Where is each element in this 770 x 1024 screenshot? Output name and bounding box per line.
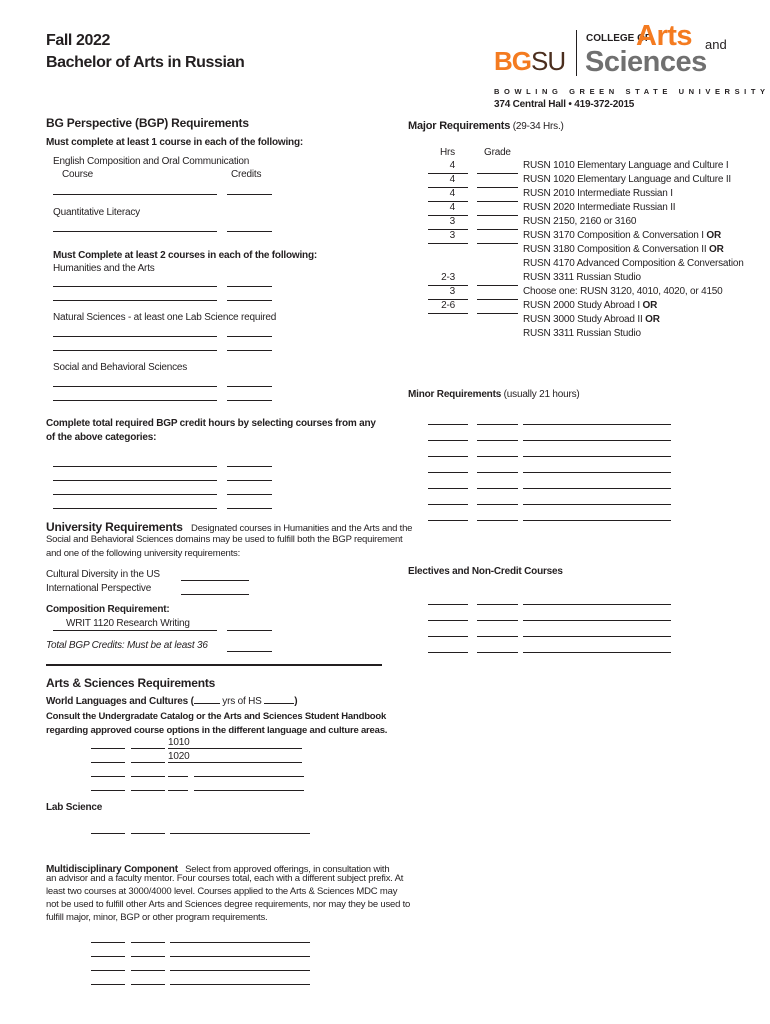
logo-sciences: Sciences: [585, 46, 707, 78]
lab-science-course-line[interactable]: [170, 833, 310, 834]
total-bgp-credits-label: Total BGP Credits: Must be at least 36: [46, 640, 208, 651]
college-address: 374 Central Hall • 419-372-2015: [494, 99, 635, 110]
minor-row7-col3-line[interactable]: [523, 520, 671, 521]
page-title-degree: Bachelor of Arts in Russian: [46, 54, 245, 71]
minor-row1-col1-line[interactable]: [428, 424, 468, 425]
elective-row1-col2-line[interactable]: [477, 604, 518, 605]
major-hrs-line-9: [428, 313, 468, 314]
major-course-10: Choose one: RUSN 3120, 4010, 4020, or 4150: [523, 286, 723, 297]
bgp-complete-line1: Complete total required BGP credit hours by selecting courses from any: [46, 418, 376, 429]
bgp-must-one: Must complete at least 1 course in each of the following:: [46, 137, 303, 148]
natural-credits-line-1[interactable]: [227, 336, 272, 337]
humanities-course-line-1[interactable]: [53, 286, 217, 287]
section-divider: [46, 664, 382, 666]
major-grade-line-5[interactable]: [477, 229, 518, 230]
minor-row7-col1-line[interactable]: [428, 520, 468, 521]
lang-row3-c-line[interactable]: [168, 776, 188, 777]
lab-science-label: Lab Science: [46, 802, 103, 813]
composition-req-heading: Composition Requirement:: [46, 604, 170, 615]
major-course-12: RUSN 3000 Study Abroad II: [523, 314, 643, 325]
major-course-1: RUSN 1010 Elementary Language and Culture I: [523, 160, 729, 171]
eng-comp-course-line[interactable]: [53, 194, 217, 195]
lang-1010-course-line[interactable]: [168, 748, 302, 749]
mdc-row1-course-line[interactable]: [170, 942, 310, 943]
mdc-row4-course-line[interactable]: [170, 984, 310, 985]
mdc-line4: not be used to fulfill other Arts and Sciences degree requirements, nor may they be used to: [46, 899, 411, 910]
major-hrs-1: 4: [449, 160, 455, 171]
minor-row2-col2-line[interactable]: [477, 440, 518, 441]
lang-1020-a-line[interactable]: [91, 762, 125, 763]
extra-bgp-course-line-2[interactable]: [53, 480, 217, 481]
consult-line2: regarding approved course options in the different language and culture areas.: [46, 725, 388, 736]
minor-row5-col2-line[interactable]: [477, 488, 518, 489]
university-req-heading: University Requirements: [46, 520, 183, 534]
major-grade-line-3[interactable]: [477, 201, 518, 202]
mdc-row4-a-line[interactable]: [91, 984, 125, 985]
major-course-6-row: [523, 229, 721, 243]
minor-row6-col3-line[interactable]: [523, 504, 671, 505]
major-hrs-5: 3: [449, 216, 455, 227]
mdc-heading: Multidisciplinary Component: [46, 864, 178, 875]
natural-course-line-1[interactable]: [53, 336, 217, 337]
logo-and: and: [705, 37, 727, 52]
hs-years-blank[interactable]: [194, 703, 220, 704]
world-lang-text-a: World Languages and Cultures (: [46, 696, 194, 707]
mdc-row1-a-line[interactable]: [91, 942, 125, 943]
major-course-13: RUSN 3311 Russian Studio: [523, 328, 641, 339]
minor-row2-col1-line[interactable]: [428, 440, 468, 441]
bgp-natural-label: Natural Sciences - at least one Lab Science required: [53, 312, 277, 323]
as-req-heading: Arts & Sciences Requirements: [46, 676, 216, 690]
extra-bgp-course-line-1[interactable]: [53, 466, 217, 467]
major-hrs-line-4: [428, 215, 468, 216]
cultural-diversity-label: Cultural Diversity in the US: [46, 569, 160, 580]
major-course-2: RUSN 1020 Elementary Language and Culture II: [523, 174, 731, 185]
minor-row2-col3-line[interactable]: [523, 440, 671, 441]
lab-science-a-line[interactable]: [91, 833, 125, 834]
lang-row3-course-line[interactable]: [194, 776, 304, 777]
major-course-11: RUSN 2000 Study Abroad I: [523, 300, 640, 311]
extra-bgp-credits-line-3[interactable]: [227, 494, 272, 495]
world-lang-label: [46, 696, 297, 707]
lang-1020-course-line[interactable]: [168, 762, 302, 763]
lab-science-b-line[interactable]: [131, 833, 165, 834]
total-bgp-credits-line[interactable]: [227, 651, 272, 652]
quant-credits-line[interactable]: [227, 231, 272, 232]
elective-row4-col2-line[interactable]: [477, 652, 518, 653]
electives-heading: Electives and Non-Credit Courses: [408, 566, 563, 577]
social-credits-line-2[interactable]: [227, 400, 272, 401]
minor-row4-col2-line[interactable]: [477, 472, 518, 473]
major-or-3: OR: [642, 300, 658, 311]
major-hrs-4: 4: [449, 202, 455, 213]
quant-course-line[interactable]: [53, 231, 217, 232]
writ-credits-line[interactable]: [227, 630, 272, 631]
mdc-row2-a-line[interactable]: [91, 956, 125, 957]
major-grade-line-2[interactable]: [477, 187, 518, 188]
mdc-row1-b-line[interactable]: [131, 942, 165, 943]
minor-row6-col1-line[interactable]: [428, 504, 468, 505]
major-hrs-6: 3: [449, 230, 455, 241]
university-tagline: BOWLING GREEN STATE UNIVERSITY: [494, 87, 770, 96]
major-grade-line-9[interactable]: [477, 313, 518, 314]
university-req-desc-line3: and one of the following university requirements:: [46, 548, 241, 559]
minor-row3-col3-line[interactable]: [523, 456, 671, 457]
major-hrs-line-1: [428, 173, 468, 174]
elective-row3-col2-line[interactable]: [477, 636, 518, 637]
mdc-line3: least two courses at 3000/4000 level. Courses applied to the Arts & Sciences MDC may: [46, 886, 398, 897]
major-hrs-9: 2-6: [441, 300, 455, 311]
humanities-credits-line-2[interactable]: [227, 300, 272, 301]
minor-row5-col3-line[interactable]: [523, 488, 671, 489]
logo-su: SU: [531, 46, 566, 76]
consult-line1: Consult the Undergradate Catalog or the Arts and Sciences Student Handbook: [46, 711, 387, 722]
lang-row4-c-line[interactable]: [168, 790, 188, 791]
major-or-2: OR: [709, 244, 724, 255]
major-hrs-line-3: [428, 201, 468, 202]
bgp-heading: BG Perspective (BGP) Requirements: [46, 116, 249, 130]
major-or-1: OR: [706, 230, 722, 241]
natural-credits-line-2[interactable]: [227, 350, 272, 351]
mdc-row3-b-line[interactable]: [131, 970, 165, 971]
page-title-term: Fall 2022: [46, 32, 111, 49]
minor-row3-col1-line[interactable]: [428, 456, 468, 457]
bgp-credits-label: Credits: [231, 169, 262, 180]
major-heading-block: [408, 116, 564, 134]
major-hrs-2: 4: [449, 174, 455, 185]
logo-bg: BG: [494, 46, 531, 76]
lang-1020-b-line[interactable]: [131, 762, 165, 763]
humanities-course-line-2[interactable]: [53, 300, 217, 301]
social-course-line-2[interactable]: [53, 400, 217, 401]
elective-row1-col3-line[interactable]: [523, 604, 671, 605]
major-heading-sub: (29-34 Hrs.): [510, 121, 564, 132]
mdc-row2-course-line[interactable]: [170, 956, 310, 957]
natural-course-line-2[interactable]: [53, 350, 217, 351]
bgp-social-label: Social and Behavioral Sciences: [53, 362, 188, 373]
major-course-4: RUSN 2020 Intermediate Russian II: [523, 202, 676, 213]
minor-row1-col2-line[interactable]: [477, 424, 518, 425]
lang-row4-course-line[interactable]: [194, 790, 304, 791]
social-credits-line-1[interactable]: [227, 386, 272, 387]
minor-row3-col2-line[interactable]: [477, 456, 518, 457]
elective-row4-col3-line[interactable]: [523, 652, 671, 653]
international-perspective-label: International Perspective: [46, 583, 152, 594]
lang-row3-b-line[interactable]: [131, 776, 165, 777]
minor-heading-block: [408, 384, 580, 402]
social-course-line-1[interactable]: [53, 386, 217, 387]
lang-row3-a-line[interactable]: [91, 776, 125, 777]
minor-row5-col1-line[interactable]: [428, 488, 468, 489]
logo-college-of: COLLEGE OF: [586, 33, 651, 44]
major-hrs-line-7: [428, 285, 468, 286]
lang-1010-code: 1010: [168, 737, 190, 748]
bgp-complete-line2: of the above categories:: [46, 432, 157, 443]
minor-row6-col2-line[interactable]: [477, 504, 518, 505]
major-grade-line-1[interactable]: [477, 173, 518, 174]
major-grade-header: Grade: [484, 147, 511, 158]
bgp-eng-comp-label: English Composition and Oral Communication: [53, 156, 250, 167]
university-req-desc-line2: Social and Behavioral Sciences domains may be used to fulfill both the BGP requirement: [46, 534, 403, 545]
mdc-row2-b-line[interactable]: [131, 956, 165, 957]
lang-row4-a-line[interactable]: [91, 790, 125, 791]
extra-bgp-credits-line-2[interactable]: [227, 480, 272, 481]
mdc-row4-b-line[interactable]: [131, 984, 165, 985]
logo-divider: [576, 30, 577, 76]
major-hrs-header: Hrs: [440, 147, 455, 158]
cultural-diversity-line[interactable]: [181, 580, 249, 581]
major-grade-line-4[interactable]: [477, 215, 518, 216]
major-hrs-line-8: [428, 299, 468, 300]
writ-course-underline: [53, 630, 217, 631]
bgp-quant-label: Quantitative Literacy: [53, 207, 140, 218]
major-hrs-3: 4: [449, 188, 455, 199]
mdc-row3-course-line[interactable]: [170, 970, 310, 971]
major-course-7-row: [523, 243, 724, 257]
major-grade-line-7[interactable]: [477, 285, 518, 286]
major-course-8: RUSN 4170 Advanced Composition & Conversation: [523, 258, 744, 269]
major-or-4: OR: [645, 314, 660, 325]
major-hrs-7: 2-3: [441, 272, 455, 283]
major-heading: Major Requirements: [408, 120, 511, 132]
major-hrs-line-2: [428, 187, 468, 188]
lang-1010-b-line[interactable]: [131, 748, 165, 749]
eng-comp-credits-line[interactable]: [227, 194, 272, 195]
bgp-must-two: Must Complete at least 2 courses in each of the following:: [53, 250, 318, 261]
lang-1020-code: 1020: [168, 751, 190, 762]
bgp-humanities-label: Humanities and the Arts: [53, 263, 155, 274]
world-lang-text-b: yrs of HS: [219, 696, 265, 707]
elective-row3-col3-line[interactable]: [523, 636, 671, 637]
minor-row7-col2-line[interactable]: [477, 520, 518, 521]
elective-row1-col1-line[interactable]: [428, 604, 468, 605]
minor-row1-col3-line[interactable]: [523, 424, 671, 425]
minor-heading-sub: (usually 21 hours): [501, 389, 580, 400]
minor-row4-col1-line[interactable]: [428, 472, 468, 473]
major-course-5: RUSN 2150, 2160 or 3160: [523, 216, 637, 227]
lang-row4-b-line[interactable]: [131, 790, 165, 791]
lang-1010-a-line[interactable]: [91, 748, 125, 749]
minor-row4-col3-line[interactable]: [523, 472, 671, 473]
elective-row4-col1-line[interactable]: [428, 652, 468, 653]
major-course-6: RUSN 3170 Composition & Conversation I: [523, 230, 704, 241]
bgp-course-label: Course: [62, 169, 94, 180]
extra-bgp-credits-line-1[interactable]: [227, 466, 272, 467]
mdc-line5: fulfill major, minor, BGP or other program requirements.: [46, 912, 268, 923]
major-hrs-line-6: [428, 243, 468, 244]
international-perspective-line[interactable]: [181, 594, 249, 595]
extra-bgp-course-line-4[interactable]: [53, 508, 217, 509]
bgsu-logo: [494, 46, 565, 77]
minor-heading: Minor Requirements: [408, 389, 502, 400]
university-req-desc-line1: Designated courses in Humanities and the Arts and the: [191, 523, 413, 534]
hs-blank[interactable]: [264, 703, 294, 704]
major-grade-line-8[interactable]: [477, 299, 518, 300]
major-course-12-row: [523, 313, 660, 327]
world-lang-text-c: ): [294, 696, 298, 707]
major-course-9: RUSN 3311 Russian Studio: [523, 272, 641, 283]
major-grade-line-6[interactable]: [477, 243, 518, 244]
elective-row3-col1-line[interactable]: [428, 636, 468, 637]
humanities-credits-line-1[interactable]: [227, 286, 272, 287]
elective-row2-col3-line[interactable]: [523, 620, 671, 621]
major-course-11-row: [523, 299, 657, 313]
major-hrs-line-5: [428, 229, 468, 230]
mdc-line1: Select from approved offerings, in consultation with: [185, 864, 390, 875]
elective-row2-col2-line[interactable]: [477, 620, 518, 621]
major-course-7: RUSN 3180 Composition & Conversation II: [523, 244, 707, 255]
major-course-3: RUSN 2010 Intermediate Russian I: [523, 188, 673, 199]
mdc-line2: an advisor and a faculty mentor. Four courses total, each with a different subject prefix. At: [46, 873, 404, 884]
major-hrs-8: 3: [449, 286, 455, 297]
mdc-row3-a-line[interactable]: [91, 970, 125, 971]
elective-row2-col1-line[interactable]: [428, 620, 468, 621]
writ-course-label: WRIT 1120 Research Writing: [66, 618, 190, 629]
extra-bgp-credits-line-4[interactable]: [227, 508, 272, 509]
extra-bgp-course-line-3[interactable]: [53, 494, 217, 495]
logo-arts: Arts: [636, 20, 693, 52]
